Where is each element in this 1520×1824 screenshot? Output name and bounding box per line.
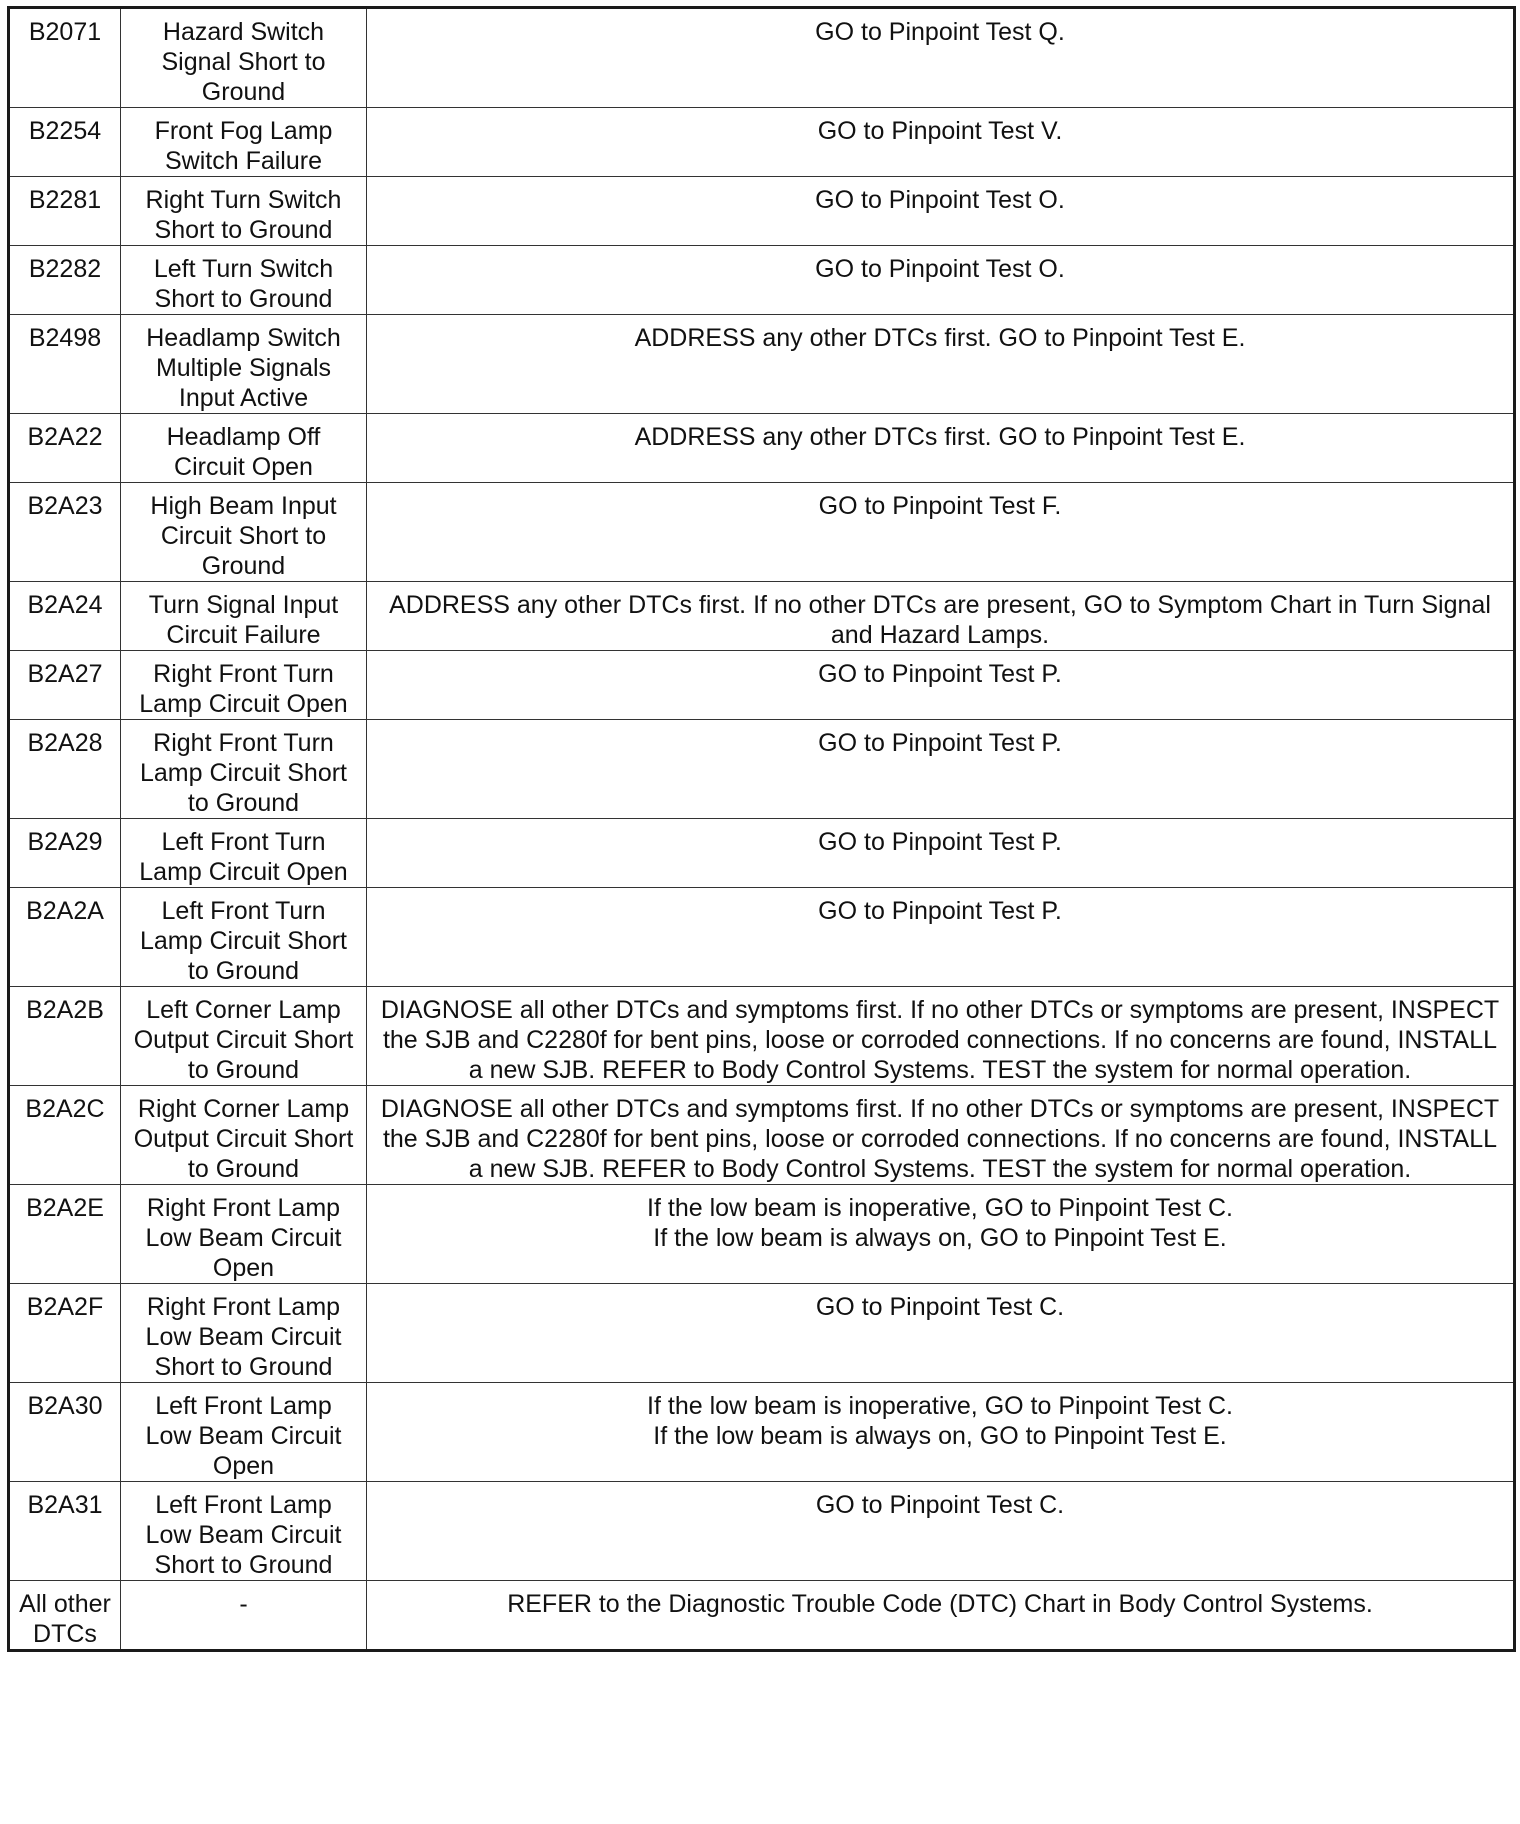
dtc-action-cell: GO to Pinpoint Test C.	[367, 1284, 1515, 1383]
dtc-description-cell: Right Front Turn Lamp Circuit Short to Ground	[121, 720, 367, 819]
dtc-action-cell: ADDRESS any other DTCs first. GO to Pinpoint Test E.	[367, 414, 1515, 483]
table-row	[9, 582, 1515, 651]
dtc-description-cell: Left Front Turn Lamp Circuit Short to Ground	[121, 888, 367, 987]
table-row	[9, 8, 1515, 108]
dtc-description-cell: Front Fog Lamp Switch Failure	[121, 108, 367, 177]
dtc-code-cell: B2A24	[9, 582, 121, 651]
table-row	[9, 483, 1515, 582]
dtc-description-cell: Left Corner Lamp Output Circuit Short to Ground	[121, 987, 367, 1086]
dtc-code-cell: B2281	[9, 177, 121, 246]
dtc-description-cell: Headlamp Off Circuit Open	[121, 414, 367, 483]
dtc-description-cell: Right Turn Switch Short to Ground	[121, 177, 367, 246]
dtc-action-cell: DIAGNOSE all other DTCs and symptoms first. If no other DTCs or symptoms are present, INSPECT the SJB and C2280f for bent pins, loose or corroded connections. If no concerns are found, INSTALL a new SJB. REFER to Body Control Systems. TEST the system for normal operation.	[367, 1086, 1515, 1185]
dtc-action-cell: GO to Pinpoint Test P.	[367, 888, 1515, 987]
dtc-code-cell: B2A27	[9, 651, 121, 720]
table-row	[9, 819, 1515, 888]
table-row	[9, 987, 1515, 1086]
dtc-table	[7, 6, 1516, 1652]
dtc-action-cell: GO to Pinpoint Test P.	[367, 720, 1515, 819]
dtc-action-cell: ADDRESS any other DTCs first. If no other DTCs are present, GO to Symptom Chart in Turn Signal and Hazard Lamps.	[367, 582, 1515, 651]
dtc-description-cell: Left Front Lamp Low Beam Circuit Short to Ground	[121, 1482, 367, 1581]
dtc-code-cell: B2071	[9, 8, 121, 108]
dtc-code-cell: B2498	[9, 315, 121, 414]
dtc-action-cell: GO to Pinpoint Test P.	[367, 819, 1515, 888]
dtc-code-cell: B2A29	[9, 819, 121, 888]
dtc-code-cell: B2A2F	[9, 1284, 121, 1383]
dtc-action-cell: GO to Pinpoint Test F.	[367, 483, 1515, 582]
dtc-code-cell: B2254	[9, 108, 121, 177]
table-row	[9, 1482, 1515, 1581]
dtc-description-cell: Right Front Turn Lamp Circuit Open	[121, 651, 367, 720]
dtc-code-cell: B2A2B	[9, 987, 121, 1086]
dtc-action-cell: GO to Pinpoint Test P.	[367, 651, 1515, 720]
dtc-code-cell: B2A28	[9, 720, 121, 819]
dtc-action-cell: GO to Pinpoint Test V.	[367, 108, 1515, 177]
dtc-description-cell: Hazard Switch Signal Short to Ground	[121, 8, 367, 108]
dtc-action-cell: DIAGNOSE all other DTCs and symptoms first. If no other DTCs or symptoms are present, INSPECT the SJB and C2280f for bent pins, loose or corroded connections. If no concerns are found, INSTALL a new SJB. REFER to Body Control Systems. TEST the system for normal operation.	[367, 987, 1515, 1086]
dtc-description-cell: High Beam Input Circuit Short to Ground	[121, 483, 367, 582]
dtc-description-cell: Headlamp Switch Multiple Signals Input Active	[121, 315, 367, 414]
table-row	[9, 1185, 1515, 1284]
dtc-description-cell: Left Turn Switch Short to Ground	[121, 246, 367, 315]
dtc-code-cell: All other DTCs	[9, 1581, 121, 1651]
dtc-action-cell: If the low beam is inoperative, GO to Pinpoint Test C. If the low beam is always on, GO to Pinpoint Test E.	[367, 1185, 1515, 1284]
dtc-code-cell: B2282	[9, 246, 121, 315]
dtc-code-cell: B2A2E	[9, 1185, 121, 1284]
dtc-action-cell: REFER to the Diagnostic Trouble Code (DTC) Chart in Body Control Systems.	[367, 1581, 1515, 1651]
dtc-action-cell: GO to Pinpoint Test O.	[367, 246, 1515, 315]
dtc-code-cell: B2A31	[9, 1482, 121, 1581]
dtc-action-cell: GO to Pinpoint Test Q.	[367, 8, 1515, 108]
dtc-action-cell: GO to Pinpoint Test O.	[367, 177, 1515, 246]
dtc-code-cell: B2A22	[9, 414, 121, 483]
dtc-code-cell: B2A23	[9, 483, 121, 582]
table-row	[9, 888, 1515, 987]
dtc-description-cell: Turn Signal Input Circuit Failure	[121, 582, 367, 651]
dtc-action-cell: If the low beam is inoperative, GO to Pinpoint Test C. If the low beam is always on, GO to Pinpoint Test E.	[367, 1383, 1515, 1482]
dtc-table-body	[9, 8, 1515, 1651]
table-row	[9, 414, 1515, 483]
table-row	[9, 1383, 1515, 1482]
dtc-description-cell: Right Front Lamp Low Beam Circuit Open	[121, 1185, 367, 1284]
dtc-action-cell: GO to Pinpoint Test C.	[367, 1482, 1515, 1581]
table-row	[9, 1581, 1515, 1651]
table-row	[9, 651, 1515, 720]
table-row	[9, 1086, 1515, 1185]
table-row	[9, 108, 1515, 177]
dtc-description-cell: Right Front Lamp Low Beam Circuit Short to Ground	[121, 1284, 367, 1383]
dtc-description-cell: Left Front Turn Lamp Circuit Open	[121, 819, 367, 888]
dtc-description-cell: -	[121, 1581, 367, 1651]
dtc-code-cell: B2A2A	[9, 888, 121, 987]
table-row	[9, 246, 1515, 315]
table-row	[9, 177, 1515, 246]
dtc-description-cell: Right Corner Lamp Output Circuit Short to Ground	[121, 1086, 367, 1185]
dtc-action-cell: ADDRESS any other DTCs first. GO to Pinpoint Test E.	[367, 315, 1515, 414]
table-row	[9, 1284, 1515, 1383]
dtc-code-cell: B2A2C	[9, 1086, 121, 1185]
table-row	[9, 315, 1515, 414]
table-row	[9, 720, 1515, 819]
dtc-description-cell: Left Front Lamp Low Beam Circuit Open	[121, 1383, 367, 1482]
dtc-code-cell: B2A30	[9, 1383, 121, 1482]
